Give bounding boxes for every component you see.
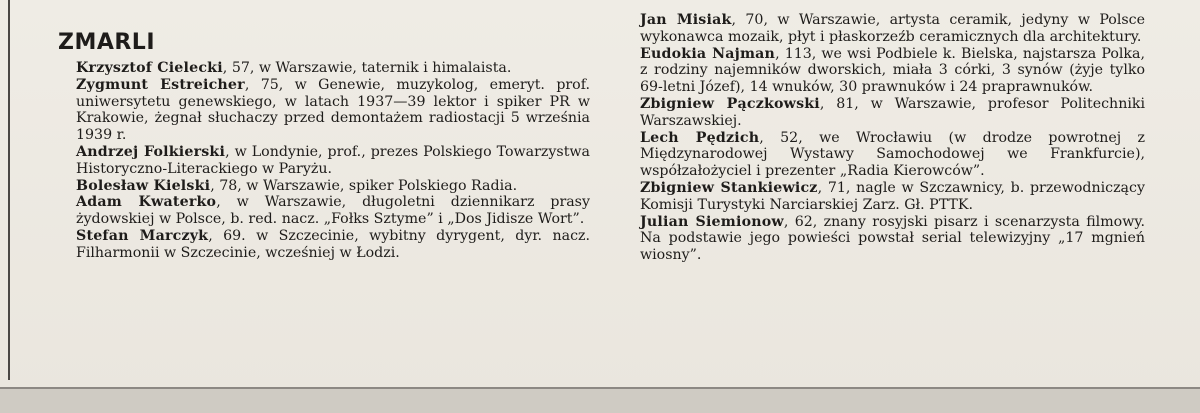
entry-text: , 113, we wsi Podbiele k. Bielska, najstarsza Polka, z rodziny najemników dworskich, miała 3 córki, 3 synów (żyje tylko 69-letni Józef), 14 wnuków, 30 prawnuków i 24 praprawnuków. bbox=[640, 45, 1145, 96]
entry-text: , 62, znany rosyjski pisarz i scenarzysta filmowy. Na podstawie jego powieści powstał serial telewizyjny „17 mgnień wiosny”. bbox=[640, 213, 1145, 264]
entry-text: , 69. w Szczecinie, wybitny dyrygent, dyr. nacz. Filharmonii w Szczecinie, wcześniej w Łodzi. bbox=[76, 227, 590, 261]
obituary-entry bbox=[76, 178, 590, 195]
entry-text: , 71, nagle w Szczawnicy, b. przewodniczący Komisji Turystyki Narciarskiej Zarz. Gł. PTTK. bbox=[640, 179, 1145, 213]
obituary-entry bbox=[640, 96, 1145, 130]
entry-name: Zbigniew Pączkowski bbox=[640, 95, 820, 112]
entry-name: Andrzej Folkierski bbox=[76, 143, 226, 160]
entry-name: Krzysztof Cielecki bbox=[76, 60, 223, 76]
entry-name: Zbigniew Stankiewicz bbox=[640, 179, 818, 196]
entry-text: , w Londynie, prof., prezes Polskiego Towarzystwa Historyczno-Literackiego w Paryżu. bbox=[76, 143, 590, 177]
obituary-entry bbox=[76, 144, 590, 178]
left-column bbox=[76, 60, 590, 262]
obituary-entry bbox=[76, 77, 590, 144]
obituary-entry bbox=[640, 46, 1145, 96]
entry-text: , 78, w Warszawie, spiker Polskiego Radia. bbox=[210, 177, 518, 194]
entry-name: Eudokia Najman bbox=[640, 45, 776, 62]
entry-name: Zygmunt Estreicher bbox=[76, 76, 245, 93]
section-heading: ZMARLI bbox=[58, 30, 156, 55]
entry-name: Jan Misiak bbox=[640, 12, 732, 28]
obituary-entry bbox=[76, 60, 590, 77]
entry-name: Julian Siemionow bbox=[640, 213, 784, 230]
entry-text: , 52, we Wrocławiu (w drodze powrotnej z Międzynarodowej Wystawy Samochodowej we Frankfurcie), współzałożyciel i prezenter „Radia Kierowców”. bbox=[640, 129, 1146, 180]
obituary-entry bbox=[76, 228, 590, 262]
page-bottom-edge bbox=[0, 387, 1200, 413]
entry-name: Lech Pędzich bbox=[640, 129, 760, 146]
obituary-entry bbox=[76, 194, 590, 228]
entry-text: , w Warszawie, długoletni dziennikarz prasy żydowskiej w Polsce, b. red. nacz. „Fołks Sztyme” i „Dos Jidisze Wort”. bbox=[76, 194, 590, 228]
right-column bbox=[640, 12, 1145, 264]
entry-name: Adam Kwaterko bbox=[76, 194, 217, 211]
entry-text: , 57, w Warszawie, taternik i himalaista. bbox=[222, 60, 512, 76]
obituary-entry bbox=[640, 130, 1145, 180]
obituary-entry bbox=[640, 214, 1145, 264]
entry-name: Bolesław Kielski bbox=[76, 177, 211, 194]
obituary-entry bbox=[640, 12, 1145, 46]
left-margin-rule bbox=[8, 0, 10, 380]
entry-text: , 81, w Warszawie, profesor Politechniki Warszawskiej. bbox=[640, 95, 1145, 129]
entry-text: , 75, w Genewie, muzykolog, emeryt. prof. uniwersytetu genewskiego, w latach 1937—39 lektor i spiker PR w Krakowie, żegnał słuchaczy przed demontażem radiostacji 5 września 1939 r. bbox=[76, 76, 590, 144]
entry-text: , 70, w Warszawie, artysta ceramik, jedyny w Polsce wykonawca mozaik, płyt i płaskorzeźb ceramicznych dla architektury. bbox=[640, 12, 1145, 45]
obituary-entry bbox=[640, 180, 1145, 214]
entry-name: Stefan Marczyk bbox=[76, 227, 209, 244]
